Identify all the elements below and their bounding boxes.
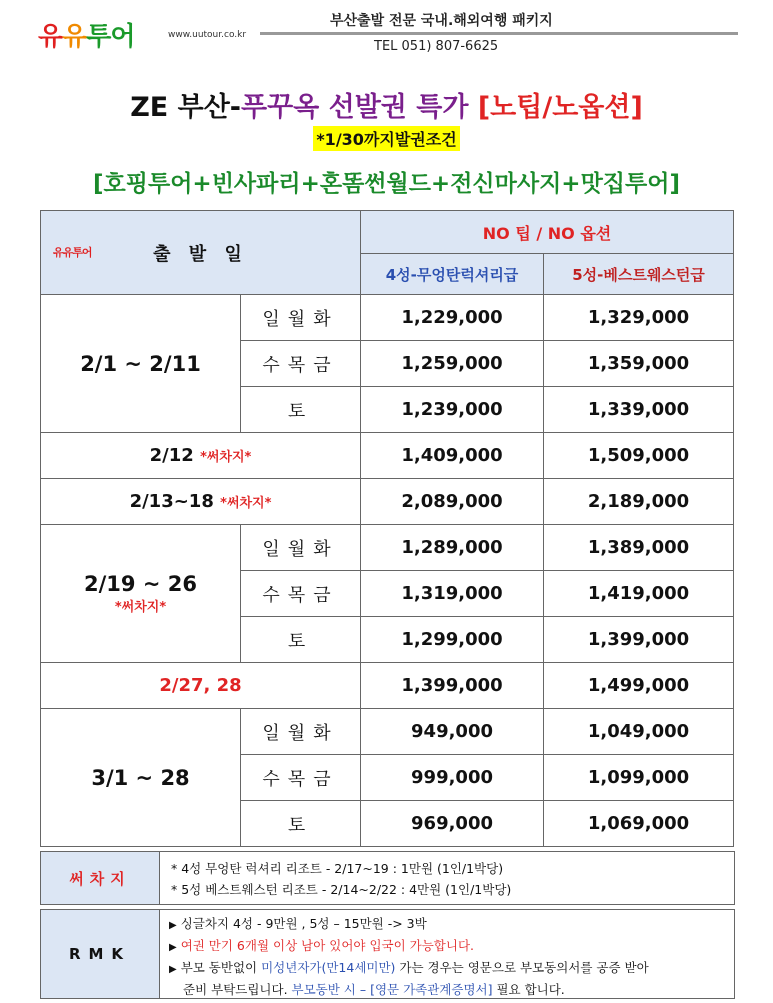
price-5star: 1,419,000 <box>544 571 734 617</box>
price-4star: 1,259,000 <box>361 341 544 387</box>
price-table <box>40 210 734 847</box>
departure-date: 3/1 ~ 28 <box>41 709 241 847</box>
bullet-icon: ▶ <box>169 942 177 953</box>
weekday: 일월화 <box>241 709 361 755</box>
price-4star: 969,000 <box>361 801 544 847</box>
surcharge-note: *써차지* <box>114 600 167 615</box>
price-5star: 1,499,000 <box>544 663 734 709</box>
logo-url: www.uutour.co.kr <box>168 30 247 40</box>
bullet-icon: ▶ <box>169 920 177 931</box>
weekday: 토 <box>241 617 361 663</box>
price-4star: 949,000 <box>361 709 544 755</box>
remark-line: ▶ 싱글차지 4성 - 9만원 , 5성 – 15만원 -> 3박 <box>169 916 427 931</box>
remark-line: ▶ 여권 만기 6개월 이상 남아 있어야 입국이 가능합니다. <box>169 938 475 953</box>
mini-logo: 유유투어 <box>53 246 92 259</box>
surcharge-box <box>40 851 735 905</box>
price-5star: 1,339,000 <box>544 387 734 433</box>
departure-date: 2/1 ~ 2/11 <box>41 295 241 433</box>
table-row <box>41 295 734 341</box>
surcharge-note: *써차지* <box>220 496 272 511</box>
weekday: 토 <box>241 387 361 433</box>
price-4star: 1,319,000 <box>361 571 544 617</box>
departure-date: 2/13~18 *써차지* <box>41 479 361 525</box>
price-5star: 1,359,000 <box>544 341 734 387</box>
price-5star: 1,049,000 <box>544 709 734 755</box>
agency-tagline: 부산출발 전문 국내.해외여행 패키지 <box>330 13 553 29</box>
departure-date: 2/27, 28 <box>41 663 361 709</box>
price-4star: 1,289,000 <box>361 525 544 571</box>
price-4star: 1,239,000 <box>361 387 544 433</box>
price-5star: 1,399,000 <box>544 617 734 663</box>
remark-line: 준비 부탁드립니다. 부모동반 시 – [영문 가족관계증명서] 필요 합니다. <box>183 982 565 997</box>
remarks-label: RMK <box>41 910 160 998</box>
price-4star: 1,399,000 <box>361 663 544 709</box>
price-4star: 999,000 <box>361 755 544 801</box>
remarks-box <box>40 909 735 999</box>
departure-date: 2/12 *써차지* <box>41 433 361 479</box>
price-5star: 1,389,000 <box>544 525 734 571</box>
surcharge-note: *써차지* <box>200 450 252 465</box>
table-row <box>41 525 734 571</box>
tour-includes: [호핑투어+빈사파리+혼똠썬월드+전신마사지+맛집투어] <box>93 171 680 197</box>
header-5star: 5성-베스트웨스턴급 <box>544 254 734 295</box>
price-4star: 1,299,000 <box>361 617 544 663</box>
table-row <box>41 479 734 525</box>
price-5star: 2,189,000 <box>544 479 734 525</box>
surcharge-label: 써차지 <box>41 852 160 904</box>
departure-date: 2/19 ~ 26 *써차지* <box>41 525 241 663</box>
surcharge-line: * 5성 베스트웨스턴 리조트 - 2/14~2/22 : 4만원 (1인/1박당) <box>171 882 512 897</box>
remark-line: ▶ 부모 동반없이 미성년자가(만14세미만) 가는 경우는 영문으로 부모동의서를 공증 받아 <box>169 960 649 975</box>
phone-number: TEL 051) 807-6625 <box>374 39 499 54</box>
page-title: ZE 부산-푸꾸옥 선발권 특가 [노팁/노옵션] <box>130 92 643 123</box>
header-no-tip-no-option: NO 팁 / NO 옵션 <box>361 211 734 254</box>
header-divider <box>260 32 738 35</box>
table-row <box>41 709 734 755</box>
price-5star: 1,329,000 <box>544 295 734 341</box>
table-row <box>41 663 734 709</box>
weekday: 일월화 <box>241 525 361 571</box>
weekday: 수목금 <box>241 571 361 617</box>
price-5star: 1,099,000 <box>544 755 734 801</box>
price-5star: 1,509,000 <box>544 433 734 479</box>
weekday: 수목금 <box>241 341 361 387</box>
header-departure-date: 유유투어 출 발 일 <box>41 211 361 295</box>
price-4star: 2,089,000 <box>361 479 544 525</box>
company-logo: 유유투어 <box>38 22 135 52</box>
page-header <box>0 0 773 60</box>
bullet-icon: ▶ <box>169 964 177 975</box>
table-row <box>41 433 734 479</box>
surcharge-line: * 4성 무엉탄 럭셔리 리조트 - 2/17~19 : 1만원 (1인/1박당) <box>171 861 504 876</box>
price-4star: 1,229,000 <box>361 295 544 341</box>
weekday: 수목금 <box>241 755 361 801</box>
price-4star: 1,409,000 <box>361 433 544 479</box>
weekday: 토 <box>241 801 361 847</box>
ticketing-deadline: *1/30까지발권조건 <box>313 126 459 151</box>
price-5star: 1,069,000 <box>544 801 734 847</box>
header-4star: 4성-무엉탄럭셔리급 <box>361 254 544 295</box>
weekday: 일월화 <box>241 295 361 341</box>
